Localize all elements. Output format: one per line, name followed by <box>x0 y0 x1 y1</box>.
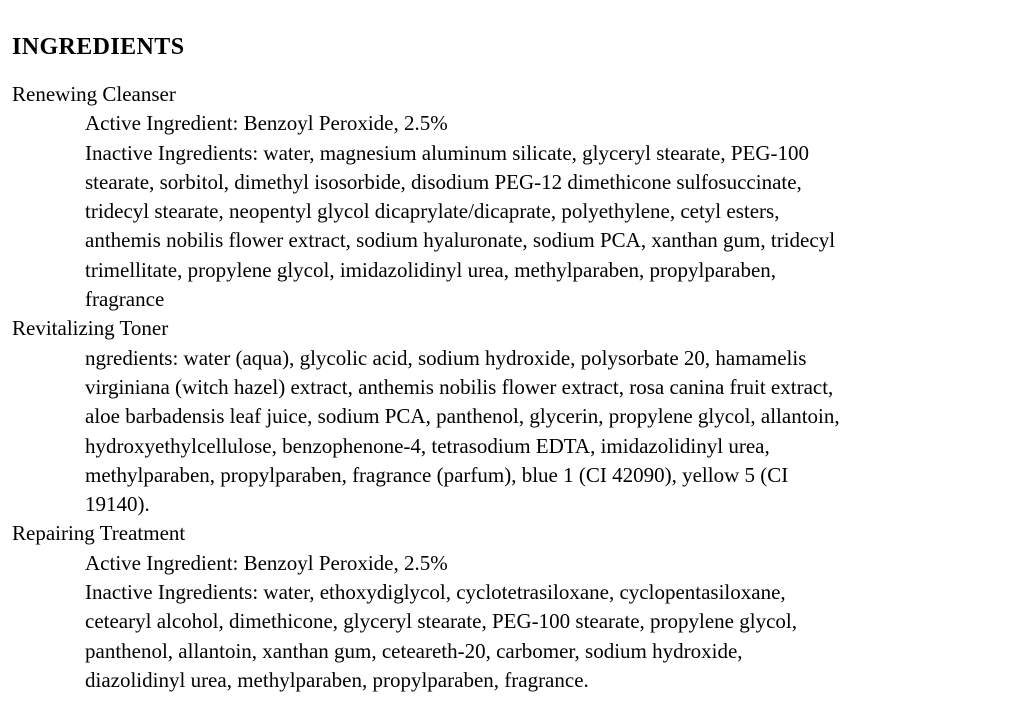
ingredient-line: hydroxyethylcellulose, benzophenone-4, tetrasodium EDTA, imidazolidinyl urea, <box>85 433 770 458</box>
product-name: Repairing Treatment <box>12 521 186 546</box>
ingredient-line: 19140). <box>85 492 150 517</box>
ingredient-line: anthemis nobilis flower extract, sodium hyaluronate, sodium PCA, xanthan gum, tridecyl <box>85 228 836 253</box>
ingredient-section <box>0 80 1024 314</box>
ingredient-line: Inactive Ingredients: water, ethoxydiglycol, cyclotetrasiloxane, cyclopentasiloxane, <box>85 580 786 605</box>
product-name: Revitalizing Toner <box>12 316 169 341</box>
ingredient-line: tridecyl stearate, neopentyl glycol dicaprylate/dicaprate, polyethylene, cetyl esters, <box>85 199 780 224</box>
ingredients-sections <box>0 80 1024 695</box>
ingredient-line: Active Ingredient: Benzoyl Peroxide, 2.5% <box>85 111 448 136</box>
ingredient-line: panthenol, allantoin, xanthan gum, ceteareth-20, carbomer, sodium hydroxide, <box>85 638 743 663</box>
ingredient-entry <box>0 578 1024 695</box>
ingredient-line: trimellitate, propylene glycol, imidazolidinyl urea, methylparaben, propylparaben, <box>85 257 777 282</box>
page-title: INGREDIENTS <box>12 34 185 61</box>
ingredient-section <box>0 519 1024 695</box>
ingredient-line: cetearyl alcohol, dimethicone, glyceryl stearate, PEG-100 stearate, propylene glycol, <box>85 609 797 634</box>
ingredient-line: virginiana (witch hazel) extract, anthemis nobilis flower extract, rosa canina fruit extract, <box>85 374 834 399</box>
ingredient-line: diazolidinyl urea, methylparaben, propylparaben, fragrance. <box>85 667 589 692</box>
ingredient-line: methylparaben, propylparaben, fragrance (parfum), blue 1 (CI 42090), yellow 5 (CI <box>85 462 789 487</box>
ingredient-line: Inactive Ingredients: water, magnesium aluminum silicate, glyceryl stearate, PEG-100 <box>85 140 810 165</box>
ingredient-line: ngredients: water (aqua), glycolic acid, sodium hydroxide, polysorbate 20, hamamelis <box>85 345 807 370</box>
ingredient-entry <box>0 344 1024 520</box>
ingredient-line: fragrance <box>85 287 165 312</box>
ingredient-section <box>0 314 1024 519</box>
product-name: Renewing Cleanser <box>12 82 176 106</box>
ingredient-line: Active Ingredient: Benzoyl Peroxide, 2.5% <box>85 550 448 575</box>
ingredient-entry <box>0 139 1024 315</box>
ingredient-entry <box>0 549 1024 578</box>
ingredient-line: stearate, sorbitol, dimethyl isosorbide, disodium PEG-12 dimethicone sulfosuccinate, <box>85 169 802 194</box>
ingredient-line: aloe barbadensis leaf juice, sodium PCA, panthenol, glycerin, propylene glycol, allantoin, <box>85 404 840 429</box>
ingredient-entry <box>0 109 1024 138</box>
